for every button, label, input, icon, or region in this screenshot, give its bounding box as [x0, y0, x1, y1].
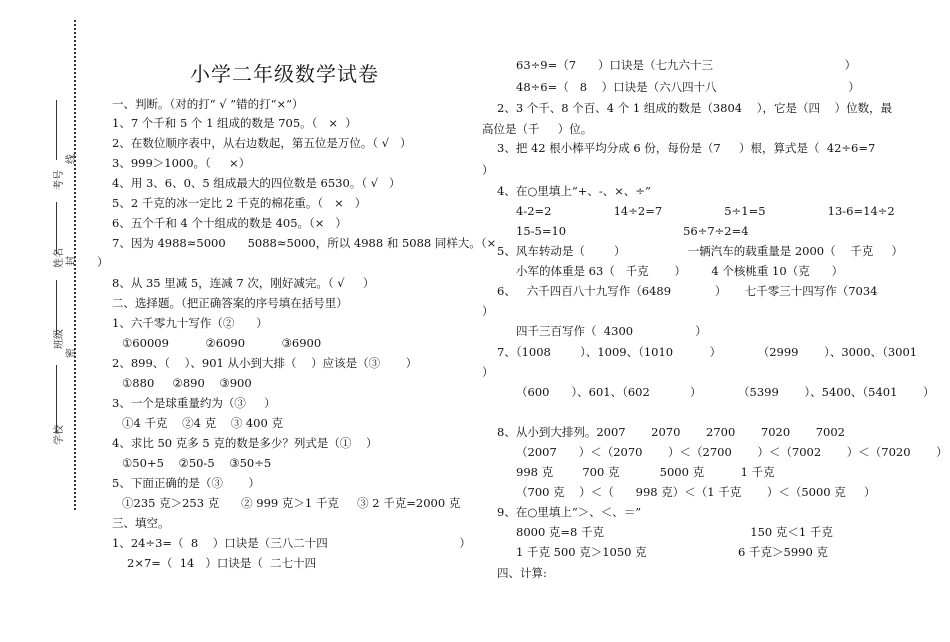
text-line: 1、7 个千和 5 个 1 组成的数是 705。（ × ）: [112, 116, 357, 130]
text-line: 6、五个千和 4 个十组成的数是 405。（× ）: [112, 216, 347, 230]
text-line: 4、在○里填上“+、-、×、÷”: [497, 184, 651, 198]
text-line: 3、999＞1000。（ ×）: [112, 156, 251, 170]
text-line: 4、用 3、6、0、5 组成最大的四位数是 6530。（ √ ）: [112, 176, 401, 190]
text-line: 5、风车转动是（ ） 一辆汽车的载重量是 2000（ 千克 ）: [497, 244, 904, 258]
label-name: 姓名: [54, 248, 65, 268]
text-line: 四、计算:: [497, 566, 547, 580]
text-line: 6、 六千四百八十九写作（6489 ） 七千零三十四写作（7034: [497, 284, 878, 298]
text-line: ①880 ②890 ③900: [122, 376, 252, 390]
text-line: 2、3 个千、8 个百、4 个 1 组成的数是（3804 ），它是（四 ）位数，最: [497, 101, 893, 115]
text-line: （2007 ）＜（2070 ）＜（2700 ）＜（7002 ）＜（7020 ）: [516, 445, 948, 459]
label-class: 班级: [54, 329, 65, 349]
text-line: 4、求比 50 克多 5 克的数是多少？列式是（① ）: [112, 436, 378, 450]
text-line: 3、把 42 根小棒平均分成 6 份，每份是（7 ）根，算式是（ 42÷6=7: [497, 141, 876, 155]
text-line: 48÷6=（ 8 ）口诀是（六八四十八 ）: [516, 80, 860, 94]
text-line: ）: [482, 365, 494, 379]
text-line: 3、一个是球重量约为（③ ）: [112, 396, 276, 410]
fill-line-class: [56, 280, 57, 335]
text-line: 1、六千零九十写作（② ）: [112, 316, 268, 330]
text-line: 15-5=10 56÷7÷2=4: [516, 224, 749, 238]
text-line: 7、因为 4988≈5000 5088≈5000，所以 4988 和 5088 同样大。（×: [112, 236, 497, 250]
text-line: ①60009 ②6090 ③6900: [122, 336, 322, 350]
text-line: 8、从小到大排列。2007 2070 2700 7020 7002: [497, 425, 846, 439]
text-line: 2×7=（ 14 ）口诀是（ 二七十四: [127, 556, 317, 570]
text-line: 四千三百写作（ 4300 ）: [516, 324, 707, 338]
text-line: 63÷9=（7 ）口诀是（七九六十三 ）: [516, 58, 857, 72]
text-line: ①4 千克 ②4 克 ③ 400 克: [122, 416, 283, 430]
fill-line-school: [56, 365, 57, 433]
text-line: 2、在数位顺序表中，从右边数起，第五位是万位。（ √ ）: [112, 136, 412, 150]
fill-line-name: [56, 202, 57, 254]
page-title: 小学二年级数学试卷: [190, 62, 379, 86]
text-line: 998 克 700 克 5000 克 1 千克: [516, 465, 775, 479]
text-line: 小军的体重是 63（ 千克 ） 4 个核桃重 10（克 ）: [516, 264, 844, 278]
text-line: 5、2 千克的冰一定比 2 千克的棉花重。（ × ）: [112, 196, 367, 210]
text-line: （600 ）、601、（602 ） （5399 ）、5400、（5401 ）: [516, 385, 935, 399]
text-line: 8000 克=8 千克 150 克＜1 千克: [516, 525, 833, 539]
text-line: 5、下面正确的是（③ ）: [112, 476, 260, 490]
cut-mark-close: 密: [66, 348, 77, 358]
text-line: ）: [482, 163, 494, 177]
text-line: ）: [482, 304, 494, 318]
text-line: 二、选择题。（把正确答案的序号填在括号里）: [112, 296, 348, 310]
cut-mark-seal: 封: [66, 256, 77, 266]
label-school: 学校: [54, 425, 65, 445]
text-line: 9、在○里填上“＞、＜、＝”: [497, 505, 642, 519]
text-line: 三、填空。: [112, 516, 170, 530]
label-exam-number: 考号: [54, 170, 65, 190]
text-line: 1 千克 500 克＞1050 克 6 千克＞5990 克: [516, 545, 828, 559]
text-line: 4-2=2 14÷2=7 5÷1=5 13-6=14÷2: [516, 204, 895, 218]
text-line: ①50+5 ②50-5 ③50÷5: [122, 456, 272, 470]
text-line: ）: [97, 255, 109, 269]
text-line: （700 克 ）＜（ 998 克）＜（1 千克 ）＜（5000 克 ）: [516, 485, 876, 499]
text-line: 1、24÷3=（ 8 ）口诀是（三八二十四 ）: [112, 536, 471, 550]
text-line: 高位是（千 ）位。: [482, 122, 593, 136]
text-line: 7、（1008 ）、1009、（1010 ） （2999 ）、3000、（3001: [497, 345, 918, 359]
text-line: ①235 克＞253 克 ② 999 克＞1 千克 ③ 2 千克=2000 克: [122, 496, 461, 510]
fill-line-exam-number: [56, 100, 57, 160]
text-line: 2、899、（ ）、901 从小到大排（ ）应该是（③ ）: [112, 356, 418, 370]
cut-mark-line: 线: [66, 154, 77, 164]
text-line: 一、判断。（对的打“ √ ”错的打“×”）: [112, 97, 304, 111]
text-line: 8、从 35 里减 5，连减 7 次，刚好减完。（ √ ）: [112, 276, 375, 290]
